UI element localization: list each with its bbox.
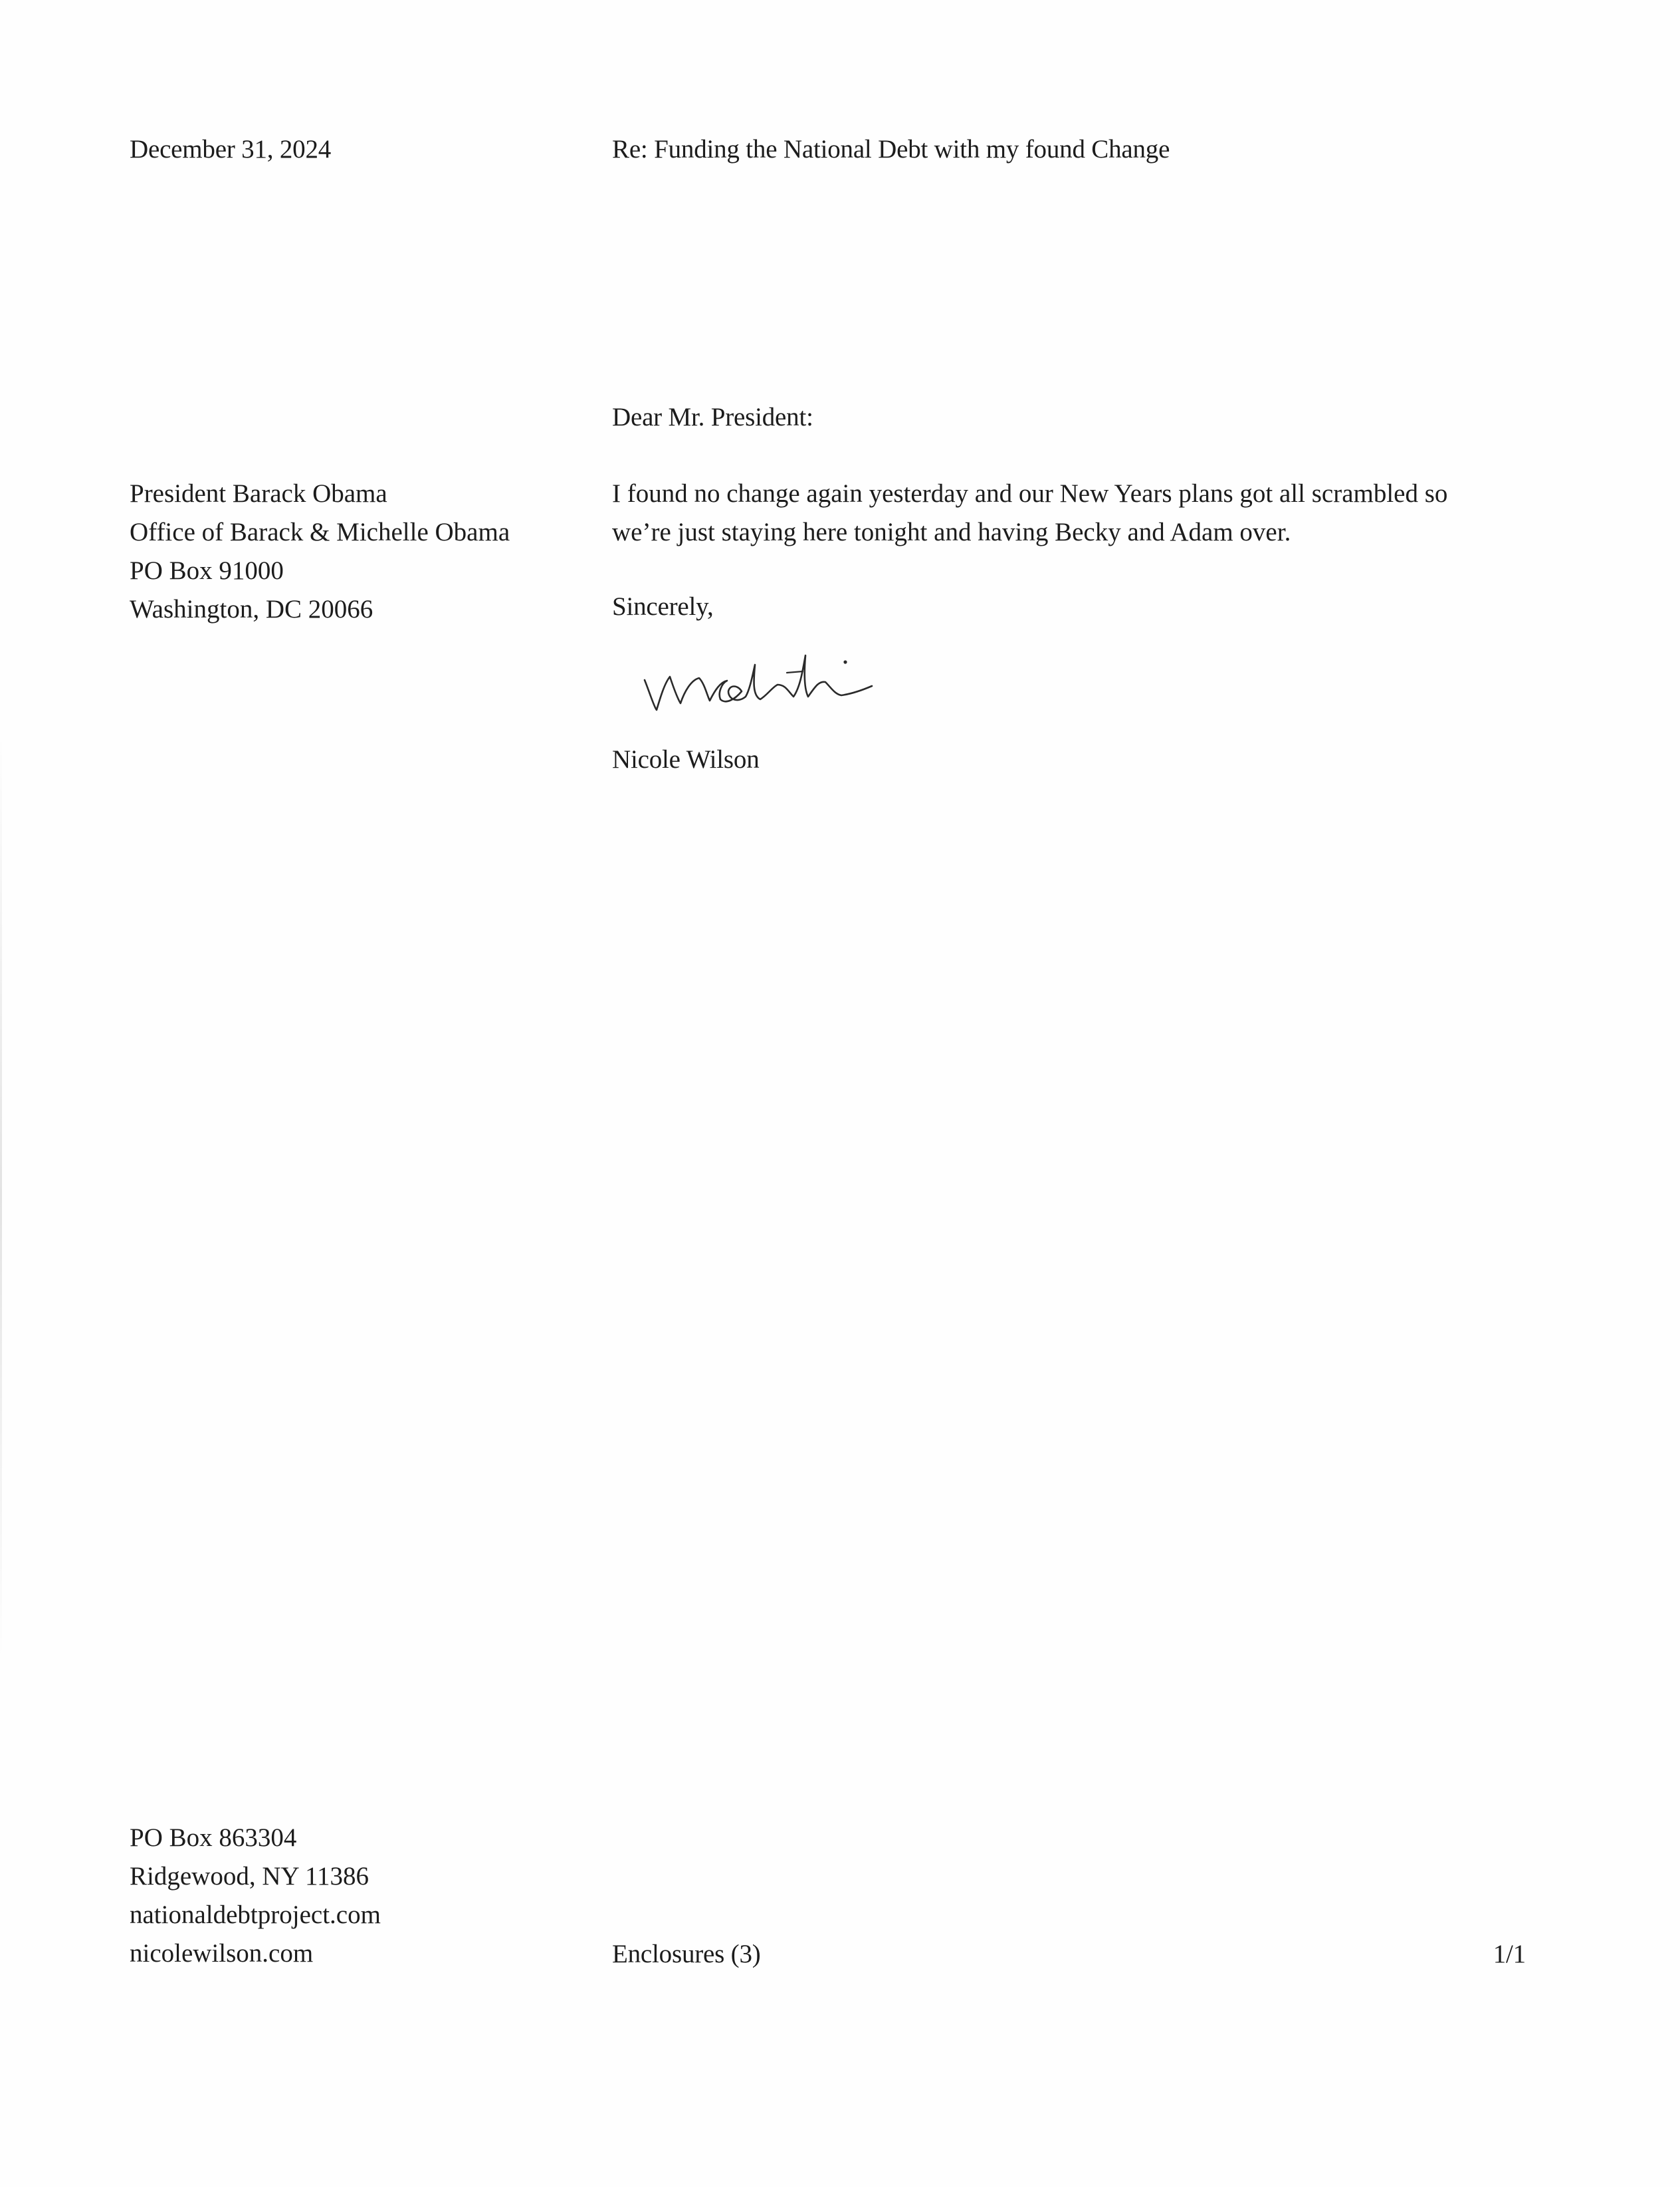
body-paragraph	[612, 475, 1447, 552]
sender-address-block	[130, 1819, 381, 1973]
sender-website-link: nicolewilson.com	[130, 1939, 314, 1968]
body-line: we’re just staying here tonight and having Becky and Adam over.	[612, 518, 1291, 546]
recipient-address-block	[130, 475, 510, 629]
letter-date: December 31, 2024	[130, 135, 332, 164]
signer-name: Nicole Wilson	[612, 745, 760, 774]
enclosures-note: Enclosures (3)	[612, 1940, 761, 1968]
scan-edge-shadow	[0, 731, 2, 1662]
subject-line: Re: Funding the National Debt with my found Change	[612, 135, 1170, 164]
handwritten-signature	[638, 643, 984, 723]
recipient-office: Office of Barack & Michelle Obama	[130, 518, 510, 546]
body-line: I found no change again yesterday and our New Years plans got all scrambled so	[612, 479, 1448, 508]
salutation: Dear Mr. President:	[612, 403, 813, 431]
sender-po-box: PO Box 863304	[130, 1823, 297, 1852]
sender-website-link: nationaldebtproject.com	[130, 1900, 381, 1929]
page-number: 1/1	[1493, 1940, 1526, 1968]
recipient-po-box: PO Box 91000	[130, 556, 284, 585]
sender-city-state-zip: Ridgewood, NY 11386	[130, 1862, 369, 1891]
recipient-city-state-zip: Washington, DC 20066	[130, 595, 373, 624]
closing: Sincerely,	[612, 592, 714, 621]
recipient-name: President Barack Obama	[130, 479, 387, 508]
